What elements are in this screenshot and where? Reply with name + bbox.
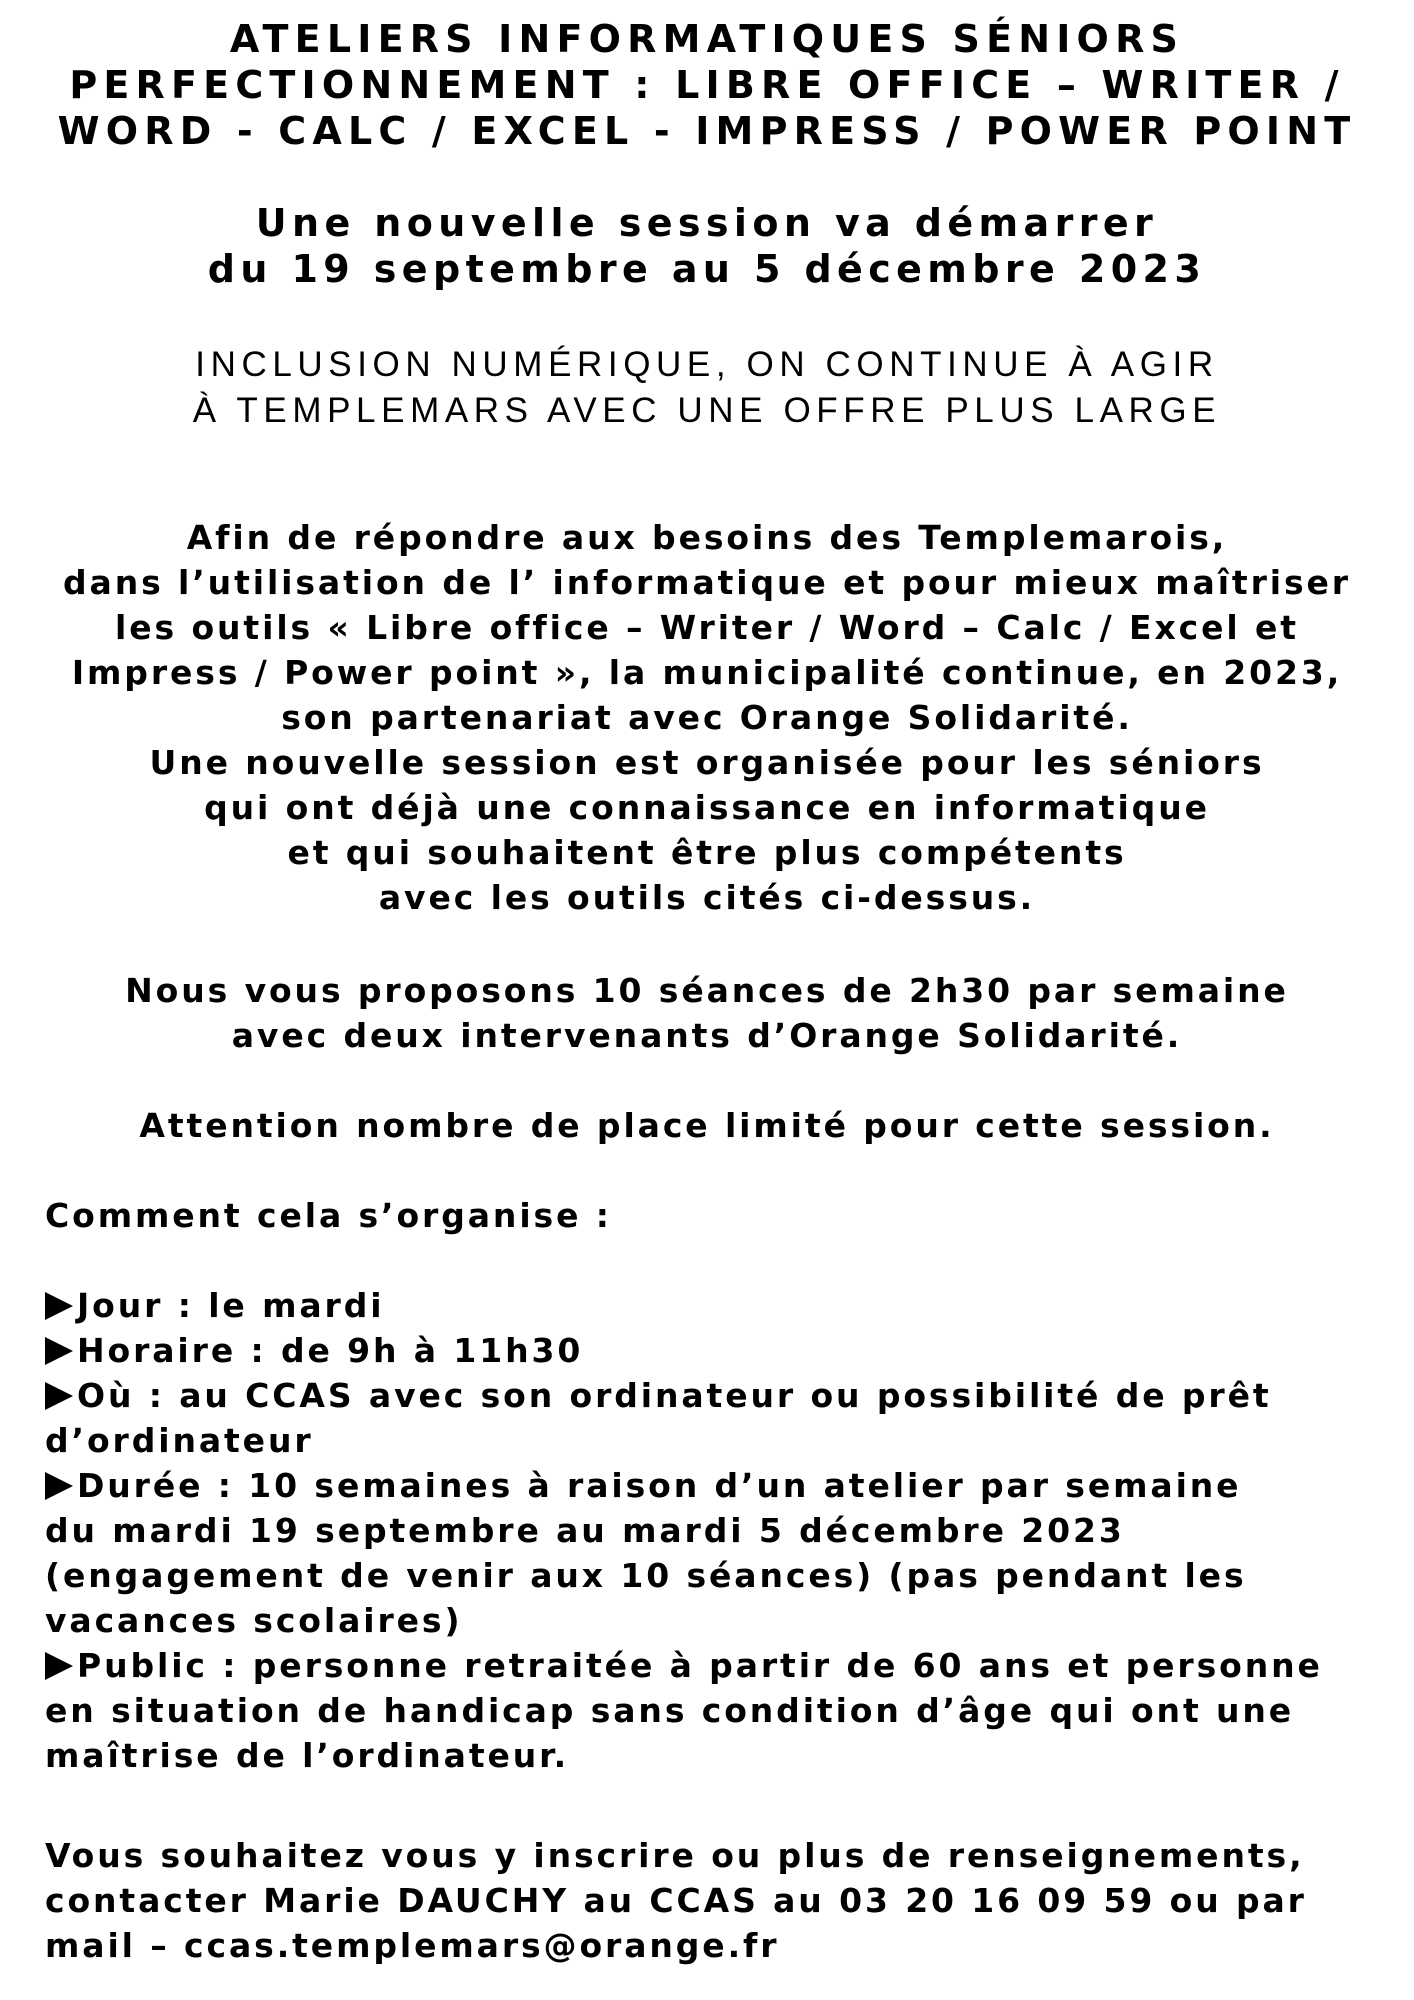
page-title (0, 16, 1414, 154)
arrow-right-icon (45, 1292, 73, 1320)
detail-duree-cont: du mardi 19 septembre au mardi 5 décembre 2023 (45, 1511, 1125, 1550)
intro-line: dans l’utilisation de l’ informatique et pour mieux maîtriser (63, 563, 1351, 602)
organisation-details (45, 1283, 1323, 1778)
arrow-right-icon (45, 1652, 73, 1680)
detail-text: Horaire : de 9h à 11h30 (77, 1331, 584, 1370)
offer-line: Nous vous proposons 10 séances de 2h30 par semaine (125, 971, 1289, 1010)
session-dates (0, 200, 1414, 292)
detail-public-cont: en situation de handicap sans condition d’âge qui ont une (45, 1691, 1295, 1730)
detail-text: Jour : le mardi (77, 1286, 385, 1325)
inclusion-line: INCLUSION NUMÉRIQUE, ON CONTINUE À AGIR (195, 345, 1219, 384)
detail-horaire (45, 1328, 1323, 1373)
contact-info (45, 1833, 1307, 1968)
intro-line: qui ont déjà une connaissance en informatique (204, 788, 1210, 827)
inclusion-line: À TEMPLEMARS AVEC UNE OFFRE PLUS LARGE (192, 391, 1222, 430)
detail-duree-cont: (engagement de venir aux 10 séances) (pas pendant les (45, 1556, 1247, 1595)
title-line: ATELIERS INFORMATIQUES SÉNIORS (229, 17, 1185, 61)
detail-text: Durée : 10 semaines à raison d’un atelier par semaine (77, 1466, 1242, 1505)
session-line: du 19 septembre au 5 décembre 2023 (207, 247, 1207, 291)
title-line: PERFECTIONNEMENT : LIBRE OFFICE – WRITER / (69, 63, 1345, 107)
contact-line: mail – ccas.templemars@orange.fr (45, 1926, 780, 1965)
intro-paragraph (0, 515, 1414, 920)
session-line: Une nouvelle session va démarrer (255, 201, 1159, 245)
intro-line: les outils « Libre office – Writer / Word – Calc / Excel et (115, 608, 1299, 647)
intro-line: son partenariat avec Orange Solidarité. (281, 698, 1133, 737)
detail-text: Où : au CCAS avec son ordinateur ou possibilité de prêt (77, 1376, 1272, 1415)
intro-line: et qui souhaitent être plus compétents (287, 833, 1127, 872)
limited-places-notice (0, 1103, 1414, 1148)
arrow-right-icon (45, 1382, 73, 1410)
detail-jour (45, 1283, 1323, 1328)
intro-line: Impress / Power point », la municipalité continue, en 2023, (71, 653, 1343, 692)
arrow-right-icon (45, 1472, 73, 1500)
detail-duree-cont: vacances scolaires) (45, 1601, 463, 1640)
detail-ou (45, 1373, 1323, 1418)
offer-line: avec deux intervenants d’Orange Solidarité. (231, 1016, 1183, 1055)
inclusion-subtitle (0, 342, 1414, 434)
contact-line: contacter Marie DAUCHY au CCAS au 03 20 16 09 59 ou par (45, 1881, 1307, 1920)
detail-duree (45, 1463, 1323, 1508)
title-line: WORD - CALC / EXCEL - IMPRESS / POWER POINT (57, 109, 1357, 153)
intro-line: Afin de répondre aux besoins des Templemarois, (186, 518, 1228, 557)
contact-line: Vous souhaitez vous y inscrire ou plus de renseignements, (45, 1836, 1305, 1875)
attention-line: Attention nombre de place limité pour cette session. (139, 1106, 1275, 1145)
intro-line: avec les outils cités ci-dessus. (378, 878, 1036, 917)
organisation-heading (45, 1193, 612, 1238)
detail-public (45, 1643, 1323, 1688)
detail-text: Public : personne retraitée à partir de 60 ans et personne (77, 1646, 1323, 1685)
sessions-offer (0, 968, 1414, 1058)
detail-public-cont: maîtrise de l’ordinateur. (45, 1736, 570, 1775)
intro-line: Une nouvelle session est organisée pour les séniors (149, 743, 1265, 782)
detail-ou-cont: d’ordinateur (45, 1421, 314, 1460)
arrow-right-icon (45, 1337, 73, 1365)
organisation-heading-text: Comment cela s’organise : (45, 1196, 612, 1235)
